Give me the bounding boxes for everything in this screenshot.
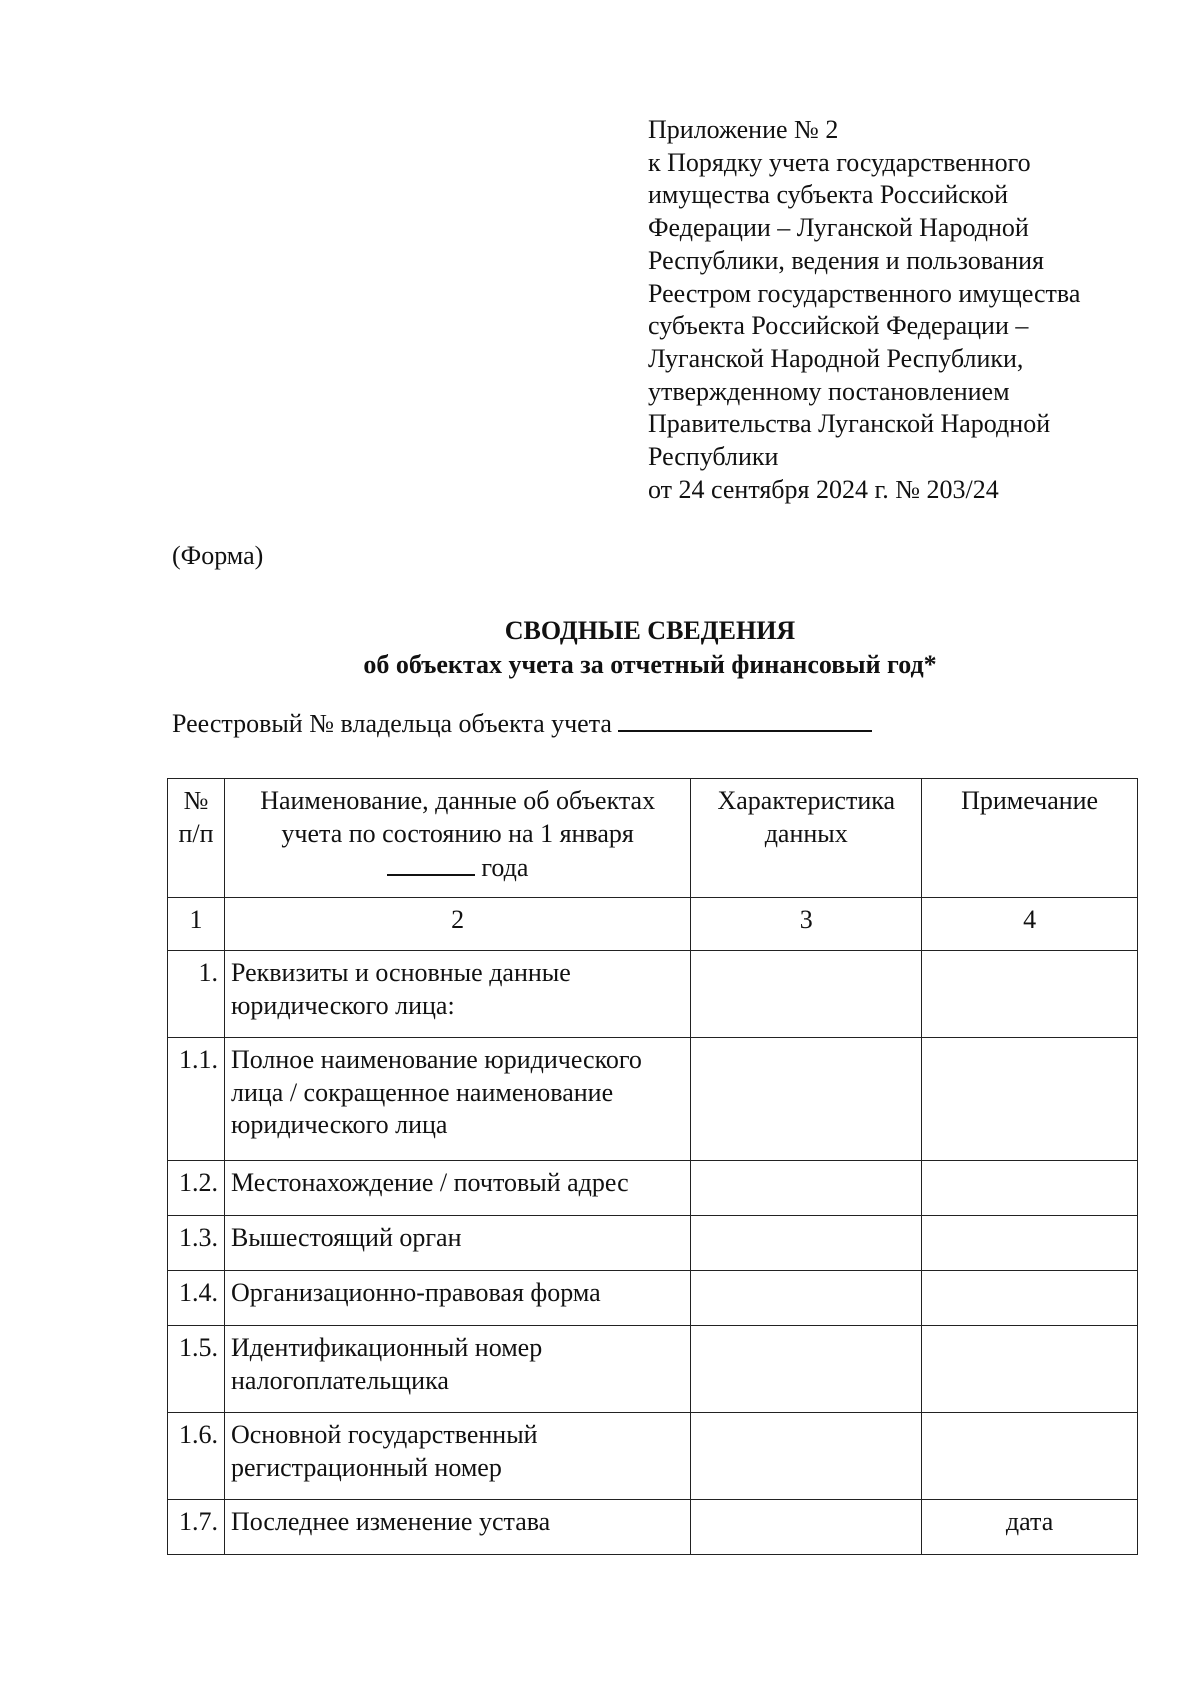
document-title [150,614,1150,682]
row-number: 1.4. [168,1271,225,1326]
header-name-year-word: года [481,853,529,882]
header-year-blank[interactable] [387,850,475,876]
header-note: Примечание [922,779,1138,898]
table-row [168,1161,1138,1216]
appendix-block [648,114,1168,506]
row-name: Идентификационный номер налогоплательщика [224,1326,690,1413]
header-number: № п/п [168,779,225,898]
owner-registry-blank-field[interactable] [618,704,872,732]
row-name: Организационно-правовая форма [224,1271,690,1326]
row-characteristic-cell[interactable] [691,1500,922,1555]
column-number-cell: 2 [224,898,690,951]
appendix-line: утвержденному постановлением [648,376,1010,406]
owner-registry-line [172,704,872,740]
appendix-line: к Порядку учета государственного [648,147,1031,177]
table-row [168,1038,1138,1161]
row-note-cell[interactable] [922,1038,1138,1161]
column-number-cell: 3 [691,898,922,951]
title-line-main: СВОДНЫЕ СВЕДЕНИЯ [504,616,796,645]
table-row [168,1271,1138,1326]
title-line-sub: об объектах учета за отчетный финансовый год* [363,650,937,679]
appendix-line: от 24 сентября 2024 г. № 203/24 [648,474,999,504]
column-number-cell: 1 [168,898,225,951]
row-note-cell[interactable] [922,1216,1138,1271]
summary-table [167,778,1138,1555]
appendix-line: Республики [648,442,779,472]
row-note-cell[interactable] [922,1271,1138,1326]
table-row [168,951,1138,1038]
row-characteristic-cell[interactable] [691,1271,922,1326]
row-name: Основной государственный регистрационный номер [224,1413,690,1500]
row-note-cell[interactable] [922,1326,1138,1413]
appendix-line: Федерации – Луганской Народной [648,213,1029,243]
appendix-line: имущества субъекта Российской [648,180,1009,210]
row-number: 1.5. [168,1326,225,1413]
column-number-row [168,898,1138,951]
table-header-row [168,779,1138,898]
appendix-line: Республики, ведения и пользования [648,245,1045,275]
appendix-line: Правительства Луганской Народной [648,409,1051,439]
appendix-line: Реестром государственного имущества [648,278,1081,308]
row-note-cell[interactable]: дата [922,1500,1138,1555]
owner-registry-label: Реестровый № владельца объекта учета [172,709,612,738]
row-name: Реквизиты и основные данные юридического лица: [224,951,690,1038]
row-number: 1. [168,951,225,1038]
row-characteristic-cell[interactable] [691,1216,922,1271]
column-number-cell: 4 [922,898,1138,951]
row-number: 1.2. [168,1161,225,1216]
table-row [168,1326,1138,1413]
row-number: 1.3. [168,1216,225,1271]
row-name: Вышестоящий орган [224,1216,690,1271]
appendix-line: Луганской Народной Республики, [648,343,1024,373]
row-number: 1.7. [168,1500,225,1555]
row-name: Последнее изменение устава [224,1500,690,1555]
row-characteristic-cell[interactable] [691,1038,922,1161]
row-name: Полное наименование юридического лица / сокращенное наименование юридического лица [224,1038,690,1161]
table-row [168,1500,1138,1555]
row-characteristic-cell[interactable] [691,1161,922,1216]
header-name [224,779,690,898]
table-row [168,1216,1138,1271]
row-characteristic-cell[interactable] [691,1326,922,1413]
appendix-line: субъекта Российской Федерации – [648,311,1029,341]
row-note-cell[interactable] [922,951,1138,1038]
header-name-text: Наименование, данные об объектах учета по состоянию на 1 января [260,786,656,848]
table-row [168,1413,1138,1500]
row-note-cell[interactable] [922,1413,1138,1500]
row-number: 1.1. [168,1038,225,1161]
row-number: 1.6. [168,1413,225,1500]
form-label: (Форма) [172,541,264,570]
appendix-line: Приложение № 2 [648,115,839,144]
row-name: Местонахождение / почтовый адрес [224,1161,690,1216]
row-characteristic-cell[interactable] [691,1413,922,1500]
row-note-cell[interactable] [922,1161,1138,1216]
row-characteristic-cell[interactable] [691,951,922,1038]
header-characteristic: Характеристика данных [691,779,922,898]
